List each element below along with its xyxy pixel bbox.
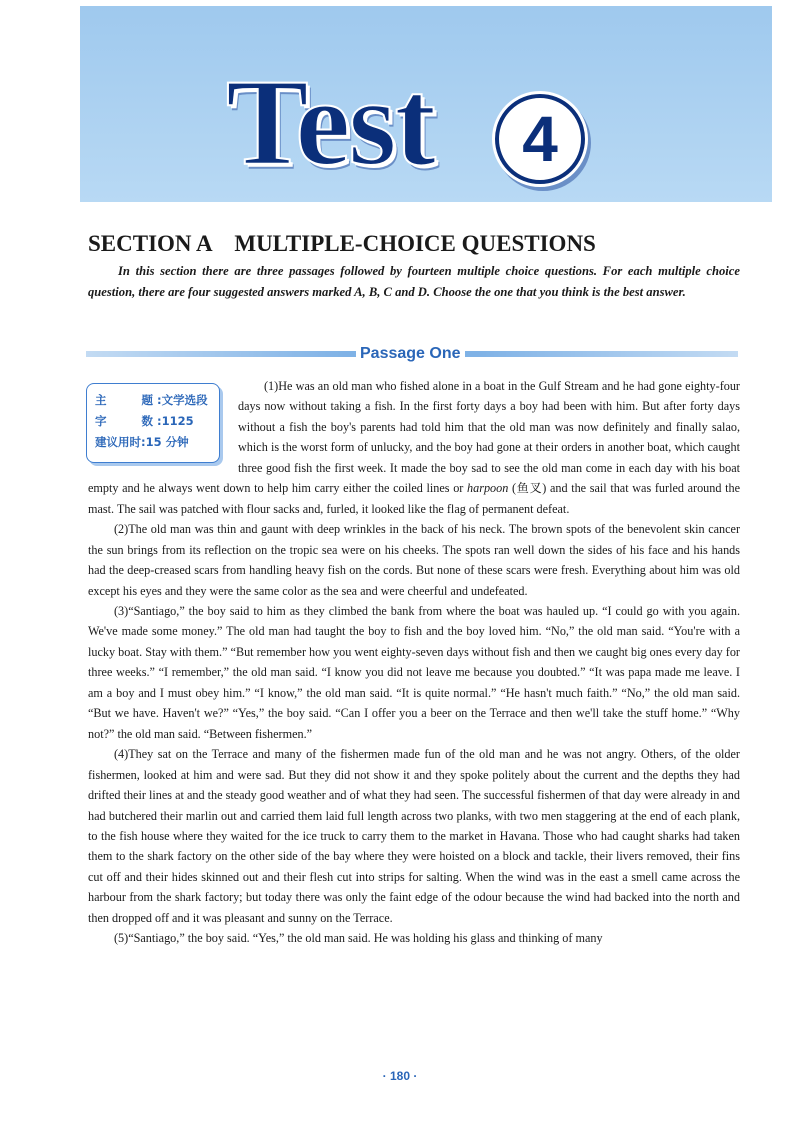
passage-heading — [86, 342, 738, 366]
paragraph-5: (5)“Santiago,” the boy said. “Yes,” the old man said. He was holding his glass and thinking of many — [114, 931, 603, 946]
page-number: · 180 · — [382, 1069, 418, 1083]
section-title: SECTION A MULTIPLE-CHOICE QUESTIONS — [88, 231, 596, 256]
term-gloss: (鱼叉) — [508, 481, 550, 496]
test-number-badge: 4 — [495, 94, 585, 184]
paragraph-1: (1)He was an old man who fished alone in a boat in the Gulf Stream and he had gone eighty-four days now without taking a fish. In the first forty days a boy had been with him. But after forty days without a fish the boy's parents had told him that the old man was now definitely and finally salao, which is the worst form of unlucky, and the boy had gone at their orders in another boat, which caught three good fish the first week. It made the boy sad to see the old man come in each day with his boat empty and he always went down to help him carry either the coiled lines or harpoon (鱼叉) and the sail that was furled around the mast. The sail was patched with flour sacks and, furled, it looked like the flag of permanent defeat. — [88, 379, 740, 516]
info-topic-key: 主 题 — [95, 393, 153, 407]
info-words-key: 字 数 — [95, 414, 153, 428]
passage-title: Passage One — [356, 342, 465, 366]
info-time-key: 建议用时 — [95, 435, 141, 449]
paragraph-3: (3)“Santiago,” the boy said to him as they climbed the bank from where the boat was hauled up. “I could go with you again. We've made some money.” The old man had taught the boy to fish and the boy loved him. “No,” the old man said. “You're with a lucky boat. Stay with them.” “But remember how you went eighty-seven days without fish and then we caught big ones every day for three weeks.” “I remember,” the old man said. “I know you did not leave me because you doubted.” “It was papa made me leave. I am a boy and I must obey him.” “I know,” the old man said. “It is quite normal.” “He hasn't much faith.” “No,” the old man said. “But we have. Haven't we?” “Yes,” the boy said. “Can I offer you a beer on the Terrace and then we'll take the stuff home.” “Why not?” the old man said. “Between fishermen.” — [88, 603, 740, 741]
info-time: 建议用时:15 分钟 — [95, 432, 189, 452]
info-topic: 主 题 :文学选段 — [95, 390, 208, 410]
glossed-term: harpoon — [467, 481, 509, 496]
paragraph-2: (2)The old man was thin and gaunt with deep wrinkles in the back of his neck. The brown spots of the benevolent skin cancer the sun brings from its reflection on the tropic sea were on his cheeks. The spots ran well down the sides of his face and his hands had the deep-creased scars from handling heavy fish on the cords. But none of these scars were fresh. Everything about him was old except his eyes and they were the same color as the sea and were cheerful and undefeated. — [88, 522, 740, 598]
info-topic-value: 文学选段 — [161, 393, 208, 407]
paragraph-4: (4)They sat on the Terrace and many of the fishermen made fun of the old man and he was not angry. Others, of the older fishermen, looked at him and were sad. But they did not show it and they spoke politely about the current and the depths they had drifted their lines at and the steady good weather and of what they had seen. The successful fishermen of that day were already in and had butchered their marlin out and carried them laid full length across two planks, with two men staggering at the end of each plank, to the fish house where they waited for the ice truck to carry them to the market in Havana. Those who had caught sharks had taken them to the shark factory on the other side of the bay where they were hoisted on a block and tackle, their livers removed, their fins cut off and their hides skinned out and their flesh cut into strips for salting. When the wind was in the east a smell came across the harbour from the shark factory; but today there was only the faint edge of the odour because the wind had backed into the north and then dropped off and it was pleasant and sunny on the Terrace. — [88, 747, 740, 925]
section-instructions: In this section there are three passages followed by fourteen multiple choice questions. For each multiple choice question, there are four suggested answers marked A, B, C and D. Choose the one that you think is the best answer. — [88, 264, 740, 299]
info-words-value: 1125 — [161, 414, 194, 428]
test-title: Test — [226, 54, 434, 191]
info-time-value: 15 分钟 — [145, 435, 189, 449]
passage-body — [88, 376, 740, 949]
info-words: 字 数 :1125 — [95, 411, 194, 431]
